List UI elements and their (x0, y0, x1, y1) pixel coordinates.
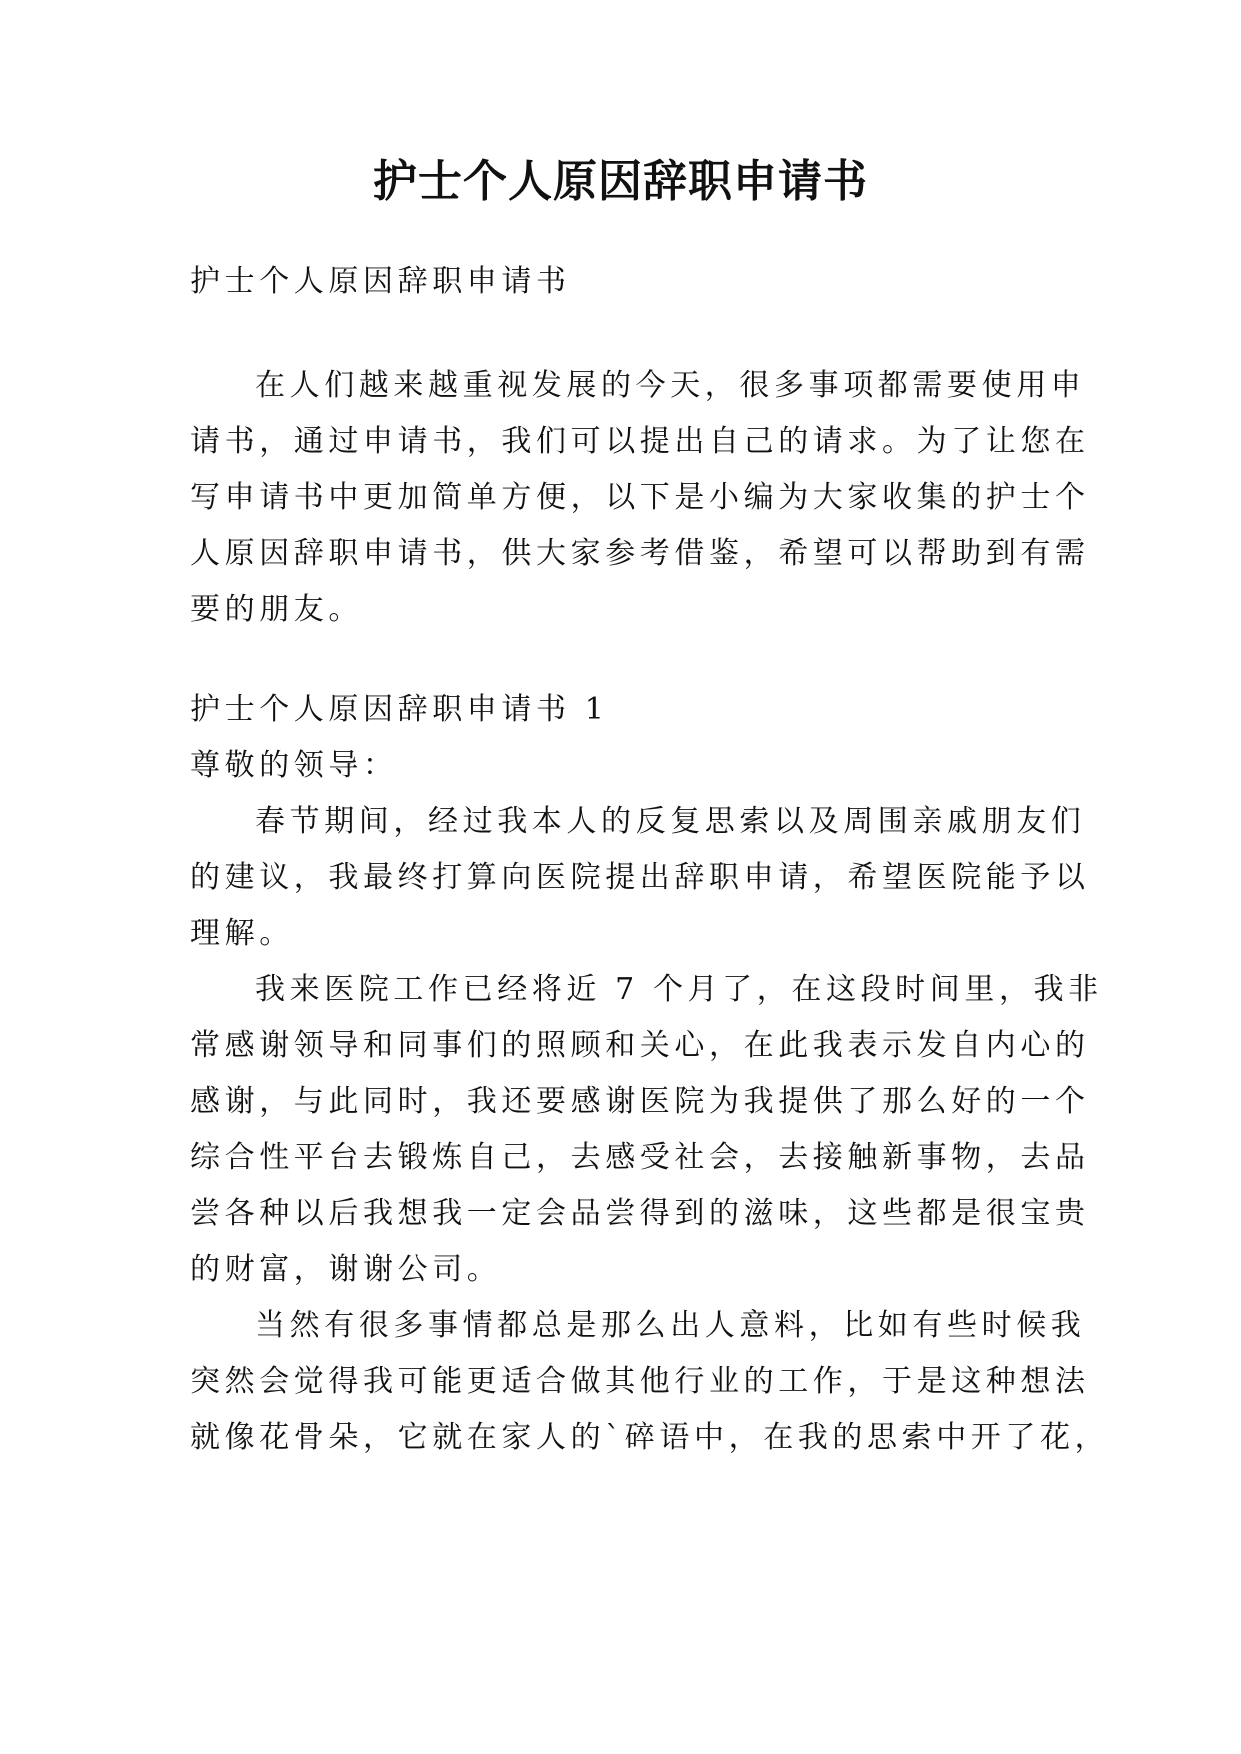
intro-line: 写申请书中更加简单方便，以下是小编为大家收集的护士个 (190, 480, 1090, 515)
paragraph-line: 常感谢领导和同事们的照顾和关心，在此我表示发自内心的 (190, 1028, 1090, 1063)
section-heading: 护士个人原因辞职申请书 1 (190, 692, 609, 727)
paragraph-line: 的财富，谢谢公司。 (190, 1252, 502, 1287)
intro-line: 要的朋友。 (190, 592, 363, 627)
paragraph-line: 尝各种以后我想我一定会品尝得到的滋味，这些都是很宝贵 (190, 1196, 1090, 1231)
intro-line: 请书，通过申请书，我们可以提出自己的请求。为了让您在 (190, 424, 1090, 459)
document-subtitle: 护士个人原因辞职申请书 (190, 264, 571, 299)
intro-line: 人原因辞职申请书，供大家参考借鉴，希望可以帮助到有需 (190, 536, 1090, 571)
paragraph-line: 突然会觉得我可能更适合做其他行业的工作，于是这种想法 (190, 1364, 1090, 1399)
salutation: 尊敬的领导： (190, 748, 398, 783)
paragraph-line: 的建议，我最终打算向医院提出辞职申请，希望医院能予以 (190, 860, 1090, 895)
paragraph-line: 我来医院工作已经将近 7 个月了，在这段时间里，我非 (255, 972, 1103, 1007)
paragraph-line: 春节期间，经过我本人的反复思索以及周围亲戚朋友们 (255, 804, 1086, 839)
paragraph-line: 感谢，与此同时，我还要感谢医院为我提供了那么好的一个 (190, 1084, 1090, 1119)
paragraph-line: 综合性平台去锻炼自己，去感受社会，去接触新事物，去品 (190, 1140, 1090, 1175)
paragraph-line: 当然有很多事情都总是那么出人意料，比如有些时候我 (255, 1308, 1086, 1343)
paragraph-line: 就像花骨朵，它就在家人的`碎语中，在我的思索中开了花， (190, 1420, 1110, 1455)
intro-line: 在人们越来越重视发展的今天，很多事项都需要使用申 (255, 368, 1086, 403)
paragraph-line: 理解。 (190, 916, 294, 951)
document-title: 护士个人原因辞职申请书 (373, 156, 868, 207)
